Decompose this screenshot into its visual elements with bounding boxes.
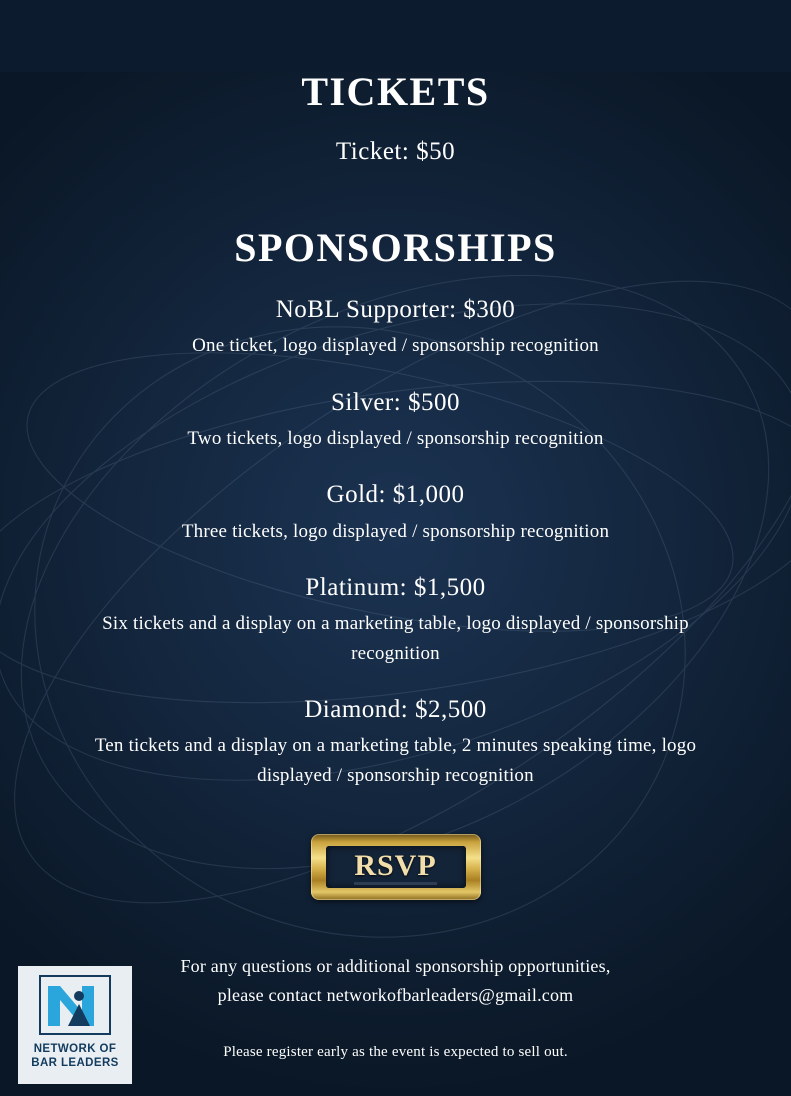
tier-description: Six tickets and a display on a marketing table, logo displayed / sponsorship recognition (102, 613, 689, 664)
sponsorship-tier (40, 387, 751, 454)
sponsorship-tier (40, 694, 751, 790)
tier-description: Three tickets, logo displayed / sponsorship recognition (181, 520, 610, 542)
nobl-monogram-icon (38, 974, 112, 1036)
contact-line-2: please contact networkofbarleaders@gmail.com (217, 985, 574, 1006)
tier-title: NoBL Supporter: $300 (275, 296, 516, 323)
sponsorships-heading: SPONSORSHIPS (234, 225, 557, 270)
tier-title: Platinum: $1,500 (305, 574, 486, 602)
rsvp-button-face (326, 846, 466, 888)
sponsorship-tier (40, 572, 751, 668)
contact-line-1: For any questions or additional sponsorship opportunities, (180, 956, 611, 977)
rsvp-area (40, 834, 751, 900)
tier-title: Diamond: $2,500 (304, 696, 487, 724)
logo-text (31, 1042, 118, 1071)
rsvp-button[interactable] (311, 834, 481, 900)
sponsorship-tier (40, 294, 751, 361)
tickets-heading: TICKETS (301, 69, 490, 114)
tier-title: Gold: $1,000 (326, 481, 465, 509)
tier-title: Silver: $500 (331, 388, 460, 416)
organization-logo (18, 966, 132, 1084)
logo-line-2: BAR LEADERS (31, 1057, 119, 1070)
ticket-price: Ticket: $50 (335, 138, 456, 165)
tier-description: Two tickets, logo displayed / sponsorship recognition (187, 427, 604, 449)
contact-block (40, 952, 751, 1010)
rsvp-label: RSVP (354, 850, 436, 885)
register-note: Please register early as the event is expected to sell out. (223, 1043, 568, 1060)
sponsorship-tier (40, 479, 751, 546)
flyer-page (0, 69, 791, 1096)
logo-line-1: NETWORK OF (33, 1043, 117, 1055)
tier-description: One ticket, logo displayed / sponsorship recognition (192, 335, 599, 357)
tier-description: Ten tickets and a display on a marketing table, 2 minutes speaking time, logo displayed / sponsorship recognition (94, 735, 697, 786)
flyer-content (0, 69, 791, 1061)
